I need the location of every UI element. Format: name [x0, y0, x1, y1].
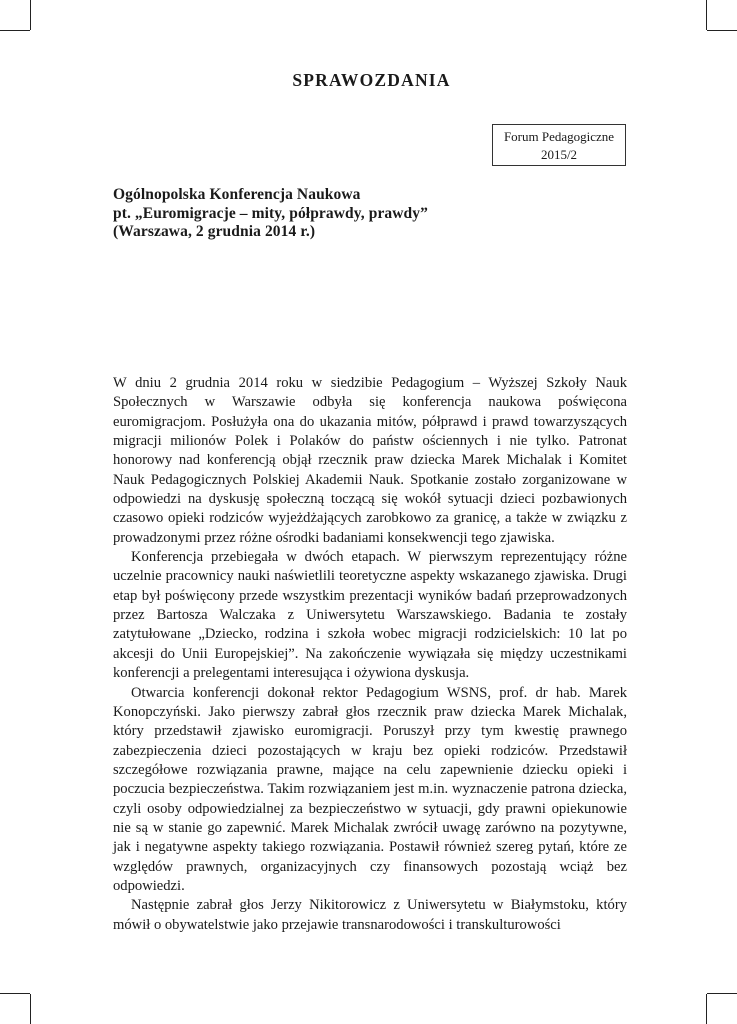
crop-mark-top-left: [30, 0, 31, 30]
journal-issue: 2015/2: [540, 147, 578, 162]
conference-title-line: pt. „Euromigracje – mity, półprawdy, prawdy”: [113, 204, 428, 222]
crop-mark-bottom-left: [30, 994, 31, 1024]
conference-title-line: (Warszawa, 2 grudnia 2014 r.): [113, 223, 316, 240]
crop-mark-top-left-h: [0, 30, 30, 31]
conference-title-line: Ogólnopolska Konferencja Naukowa: [113, 186, 361, 203]
paragraph: Następnie zabrał głos Jerzy Nikitorowicz z Uniwersytetu w Białymstoku, który mówił o obywatelstwie jako przejawie transnarodowości i transkulturowości: [113, 897, 627, 933]
crop-mark-bottom-right: [706, 994, 707, 1024]
crop-mark-bottom-left-h: [0, 993, 30, 994]
report-body: [113, 374, 627, 935]
journal-name: Forum Pedagogiczne: [503, 129, 615, 144]
conference-title: [113, 186, 633, 242]
paragraph: Otwarcia konferencji dokonał rektor Pedagogium WSNS, prof. dr hab. Marek Konopczyński. Jako pierwszy zabrał głos rzecznik praw dziecka Marek Michalak, który przedstawił zjawisko euromigracji. Poruszył przy tym kwestię prawnego zabezpieczenia dzieci pozostających w kraju bez opieki rodziców. Przedstawił szczegółowe rozwiązania prawne, mające na celu zapewnienie dziecku opieki i poczucia bezpieczeństwa. Takim rozwiązaniem jest m.in. wyznaczenie patrona dziecka, czyli osoby odpowiedzialnej za bezpieczeństwo w sytuacji, gdy prawni opiekunowie nie są w stanie go zapewnić. Marek Michalak zwrócił uwagę zarówno na pozytywne, jak i negatywne aspekty takiego rozwiązania. Postawił również szereg pytań, które ze względów prawnych, organizacyjnych czy finansowych pozostają wciąż bez odpowiedzi.: [113, 684, 627, 894]
journal-info-box: [492, 124, 626, 166]
section-title: SPRAWOZDANIA: [292, 70, 451, 90]
crop-mark-top-right: [706, 0, 707, 30]
paragraph: Konferencja przebiegała w dwóch etapach. W pierwszym reprezentujący różne uczelnie pracownicy nauki naświetlili teoretyczne aspekty wskazanego zjawiska. Drugi etap był poświęcony przede wszystkim prezentacji wyników badań przeprowadzonych przez Bartosza Walczaka z Uniwersytetu Warszawskiego. Badania te zostały zatytułowane „Dziecko, rodzina i szkoła wobec migracji rodzicielskich: 10 lat po akcesji do Unii Europejskiej”. Na zakończenie wywiązała się między uczestnikami konferencji a prelegentami interesująca i ożywiona dyskusja.: [113, 549, 627, 682]
paragraph: W dniu 2 grudnia 2014 roku w siedzibie Pedagogium – Wyższej Szkoły Nauk Społecznych w Warszawie odbyła się konferencja naukowa poświęcona euromigracjom. Posłużyła ona do ukazania mitów, półprawd i prawd towarzyszących migracji milionów Polek i Polaków do państw ościennych i nie tylko. Patronat honorowy nad konferencją objął rzecznik praw dziecka Marek Michalak i Komitet Nauk Pedagogicznych Polskiej Akademii Nauk. Spotkanie zostało zorganizowane w odpowiedzi na dyskusję społeczną toczącą się wokół sytuacji dzieci pozbawionych czasowo opieki rodziców wyjeżdżających zarobkowo za granicę, a także w związku z prowadzonymi przez różne ośrodki badaniami konsekwencji tego zjawiska.: [113, 375, 627, 546]
crop-mark-top-right-h: [707, 30, 737, 31]
crop-mark-bottom-right-h: [707, 993, 737, 994]
